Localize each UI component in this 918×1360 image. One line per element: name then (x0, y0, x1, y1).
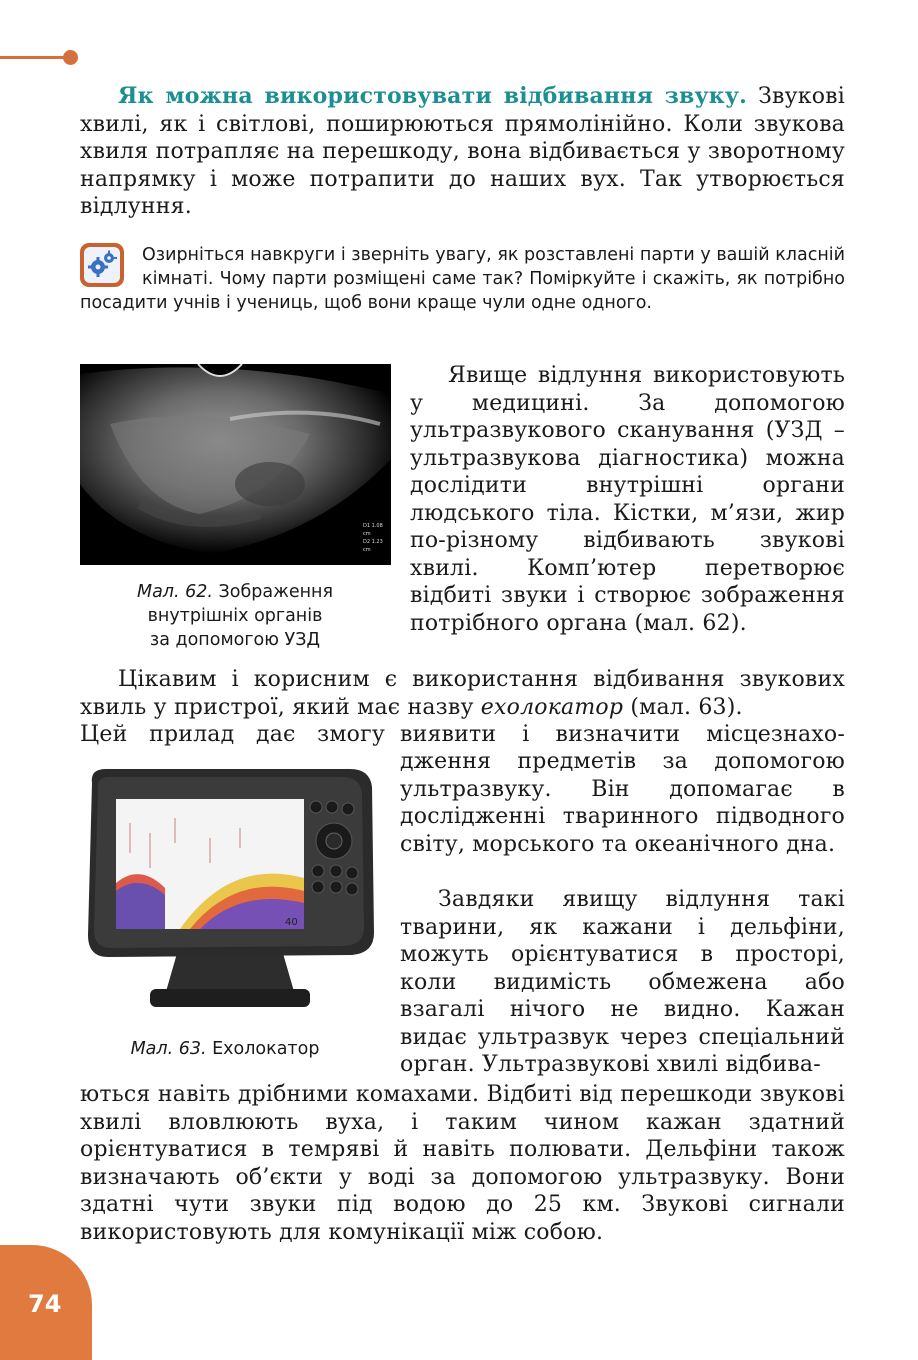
decorative-line (0, 56, 66, 59)
sonar-paragraph-rest: дження предметів за допомогою ультразвуку. Він допомагає в дослідженні тваринного підводного світу, морського та океанічного дна. (400, 749, 845, 857)
figure-62-caption: Мал. 62. Зображення внутрішніх органів за допомогою УЗД (136, 582, 334, 650)
activity-question: Озирніться навкруги і зверніть увагу, як розставлені парти у вашій класній кімнаті. Чому парти розміщені саме так? Поміркуйте і скажіть, як потрібно посадити учнів і учениць, щоб вони краще чули одне одного. (80, 245, 845, 313)
sonar-paragraph-intro: Цікавим і корисним є використання відбивання звукових хвиль у пристрої, який має назву ехолокатор (мал. 63). (80, 667, 845, 720)
intro-paragraph (80, 83, 845, 221)
animals-paragraph-full: ються навіть дрібними комахами. Відбиті від перешкоди звукові хвилі вловлюють вуха, і таким чином кажан здатний орієнтуватися в темряві й навіть полювати. Дельфіни також визначають об’єкти у воді за допомогою ультразвуку. Вони здатні чути звуки під водою до 25 км. Звукові сигнали використовують для комунікації між собою. (80, 1082, 845, 1245)
decorative-dot (63, 50, 78, 65)
medicine-paragraph: Явище відлуння використовують у медицині. За допомогою ультразвукового сканування (УЗД – ультразвукова діагностика) можна дослідити внутрішні органи людського тіла. Кістки, м’язи, жир по-різному відбивають звукові хвилі. Комп’ютер перетворює відбиті звуки і створює зображення потрібного органа (мал. 62). (410, 363, 845, 636)
echolocator-image (80, 763, 376, 1015)
sonar-line-right: виявити і визначити місцезнахо- (400, 722, 845, 747)
animals-paragraph-side: Завдяки явищу відлуння такі тварини, як кажани і дельфіни, можуть орієнтуватися в просторі, коли видимість обмежена або взагалі нічого не видно. Кажан видає ультразвук через спеціальний орган. Ультразвукові хвилі відбива- (400, 887, 845, 1077)
section-heading: Як можна використовувати відбивання звуку. (118, 83, 748, 109)
figure-63-caption: Мал. 63. Ехолокатор (130, 1039, 320, 1059)
measurement-readout-1: D1 1.08 cm (363, 523, 383, 537)
sonar-line-left: Цей прилад дає змогу (80, 722, 385, 747)
measurement-readout-2: D2 1.23 cm (363, 539, 383, 553)
activity-block (80, 243, 845, 315)
figure-63-label: Мал. 63. (130, 1039, 207, 1059)
intro-text: Звукові хвилі, як і світлові, поширюються прямолінійно. Коли звукова хвиля потрапляє на перешкоду, вона відбивається у зворотному напрямку і може потрапити до наших вух. Так утворюється відлуння. (80, 84, 845, 219)
gears-icon (80, 243, 124, 287)
term-echolocator: ехолокатор (480, 694, 624, 720)
figure-62-label: Мал. 62. (136, 582, 213, 602)
page-number: 74 (28, 1290, 62, 1318)
screen-depth-value: 40 (285, 917, 298, 928)
ultrasound-image (80, 364, 391, 565)
